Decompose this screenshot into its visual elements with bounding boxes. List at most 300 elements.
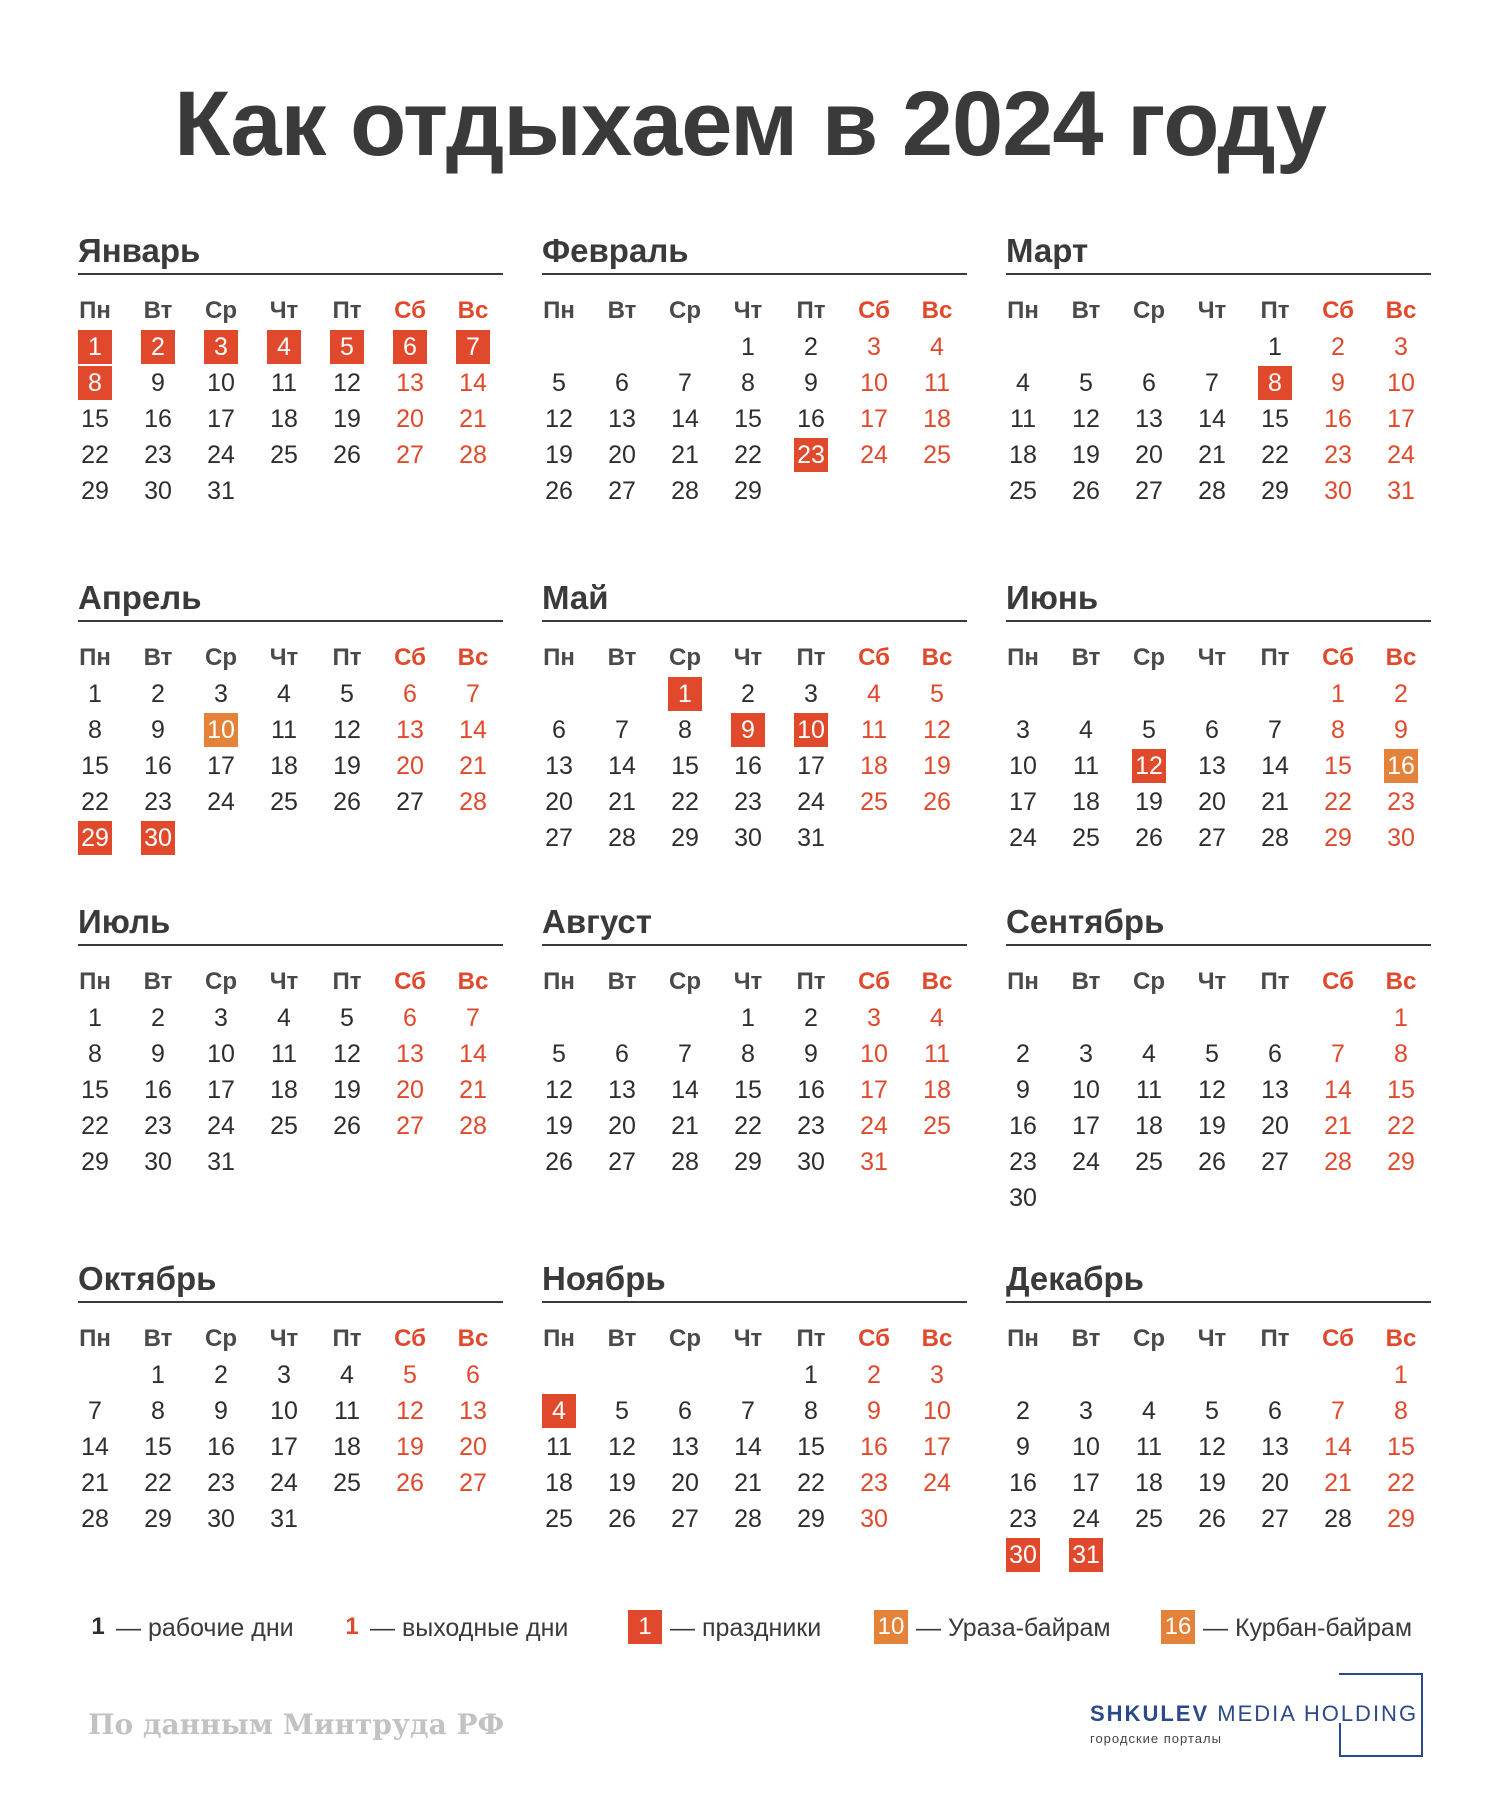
- weekday-header: Вс: [921, 644, 953, 671]
- day-cell: 19: [1072, 441, 1100, 469]
- day-cell: 15: [797, 1433, 825, 1461]
- day-cell: 29: [797, 1505, 825, 1533]
- day-cell: 28: [671, 1148, 699, 1176]
- day-cell: 8: [741, 1040, 755, 1068]
- day-cell: 4: [1079, 716, 1093, 744]
- day-cell: 19: [333, 405, 361, 433]
- day-cell: 31: [1387, 477, 1415, 505]
- day-cell: 26: [545, 477, 573, 505]
- day-cell: 16: [1009, 1112, 1037, 1140]
- day-cell: 21: [459, 405, 487, 433]
- day-cell: 20: [396, 405, 424, 433]
- day-cell: 24: [860, 1112, 888, 1140]
- day-cell: 25: [270, 788, 298, 816]
- day-cell: 13: [1261, 1433, 1289, 1461]
- day-cell: 9: [1394, 716, 1408, 744]
- day-cell: 18: [860, 752, 888, 780]
- day-cell: 19: [545, 441, 573, 469]
- day-cell: 7: [615, 716, 629, 744]
- month-name: Январь: [78, 228, 503, 275]
- month-name: Август: [542, 899, 967, 946]
- day-cell: 26: [545, 1148, 573, 1176]
- day-cell: 4: [930, 1004, 944, 1032]
- day-cell: 2: [804, 333, 818, 361]
- weekday-header: Сб: [1322, 1325, 1354, 1352]
- day-cell: 17: [1387, 405, 1415, 433]
- day-cell: 16: [207, 1433, 235, 1461]
- day-cell: 23: [1009, 1148, 1037, 1176]
- day-cell: 22: [734, 1112, 762, 1140]
- day-cell: 21: [734, 1469, 762, 1497]
- weekday-header: Чт: [1197, 968, 1227, 995]
- weekday-header: Пт: [796, 1325, 826, 1352]
- day-cell: 1: [741, 333, 755, 361]
- day-cell: 25: [333, 1469, 361, 1497]
- day-cell: 6: [403, 680, 417, 708]
- day-cell: 3: [1079, 1397, 1093, 1425]
- day-cell: 23: [207, 1469, 235, 1497]
- day-cell: 1: [78, 330, 112, 364]
- weekday-header: Ср: [669, 1325, 701, 1352]
- weekday-header: Пн: [1007, 644, 1039, 671]
- day-cell: 16: [144, 405, 172, 433]
- day-cell: 15: [144, 1433, 172, 1461]
- day-cell: 14: [81, 1433, 109, 1461]
- day-cell: 23: [860, 1469, 888, 1497]
- day-cell: 24: [1072, 1148, 1100, 1176]
- day-cell: 14: [734, 1433, 762, 1461]
- weekday-header: Ср: [669, 297, 701, 324]
- weekday-header: Пн: [79, 297, 111, 324]
- legend-holiday-label: — праздники: [670, 1614, 822, 1642]
- weekday-header: Вт: [1071, 968, 1101, 995]
- page-title: Как отдыхаем в 2024 году: [174, 73, 1326, 175]
- weekday-header: Вс: [1385, 1325, 1417, 1352]
- day-cell: 30: [1324, 477, 1352, 505]
- day-cell: 23: [1387, 788, 1415, 816]
- month-name: Апрель: [78, 575, 503, 622]
- day-cell: 15: [81, 752, 109, 780]
- day-cell: 4: [867, 680, 881, 708]
- day-cell: 14: [1261, 752, 1289, 780]
- day-cell: 17: [207, 1076, 235, 1104]
- day-cell: 9: [1016, 1076, 1030, 1104]
- weekday-header: Сб: [1322, 644, 1354, 671]
- weekday-header: Чт: [733, 644, 763, 671]
- legend-off-label: — выходные дни: [370, 1614, 569, 1642]
- day-cell: 17: [1009, 788, 1037, 816]
- legend-off: [342, 1610, 568, 1646]
- weekday-header: Пн: [543, 297, 575, 324]
- day-cell: 26: [333, 788, 361, 816]
- day-cell: 31: [207, 1148, 235, 1176]
- weekday-header: Ср: [205, 968, 237, 995]
- day-cell: 2: [141, 330, 175, 364]
- day-cell: 27: [396, 441, 424, 469]
- day-cell: 19: [333, 752, 361, 780]
- day-cell: 25: [1135, 1505, 1163, 1533]
- weekday-header: Вс: [921, 1325, 953, 1352]
- day-cell: 10: [207, 369, 235, 397]
- weekday-header: Чт: [733, 968, 763, 995]
- day-cell: 9: [151, 716, 165, 744]
- weekday-header: Пн: [1007, 1325, 1039, 1352]
- legend: [88, 1610, 1438, 1650]
- day-cell: 17: [860, 1076, 888, 1104]
- day-cell: 19: [1198, 1112, 1226, 1140]
- weekday-header: Пн: [1007, 968, 1039, 995]
- month-8: [542, 899, 967, 1176]
- day-cell: 3: [214, 680, 228, 708]
- day-cell: 29: [144, 1505, 172, 1533]
- day-cell: 2: [867, 1361, 881, 1389]
- day-cell: 28: [671, 477, 699, 505]
- day-cell: 31: [1069, 1538, 1103, 1572]
- day-cell: 23: [144, 441, 172, 469]
- day-cell: 28: [1324, 1148, 1352, 1176]
- day-cell: 14: [1324, 1433, 1352, 1461]
- day-cell: 2: [1016, 1040, 1030, 1068]
- weekday-header: Пт: [796, 644, 826, 671]
- day-cell: 21: [1198, 441, 1226, 469]
- day-cell: 16: [860, 1433, 888, 1461]
- day-cell: 30: [207, 1505, 235, 1533]
- day-cell: 4: [277, 1004, 291, 1032]
- day-cell: 5: [340, 1004, 354, 1032]
- weekday-header: Пн: [79, 644, 111, 671]
- day-cell: 8: [1258, 366, 1292, 400]
- day-cell: 20: [396, 1076, 424, 1104]
- weekday-header: Ср: [669, 968, 701, 995]
- weekday-header: Вт: [143, 644, 173, 671]
- day-cell: 19: [608, 1469, 636, 1497]
- month-12: [1006, 1256, 1431, 1569]
- day-cell: 12: [545, 405, 573, 433]
- day-cell: 7: [466, 680, 480, 708]
- day-cell: 18: [923, 1076, 951, 1104]
- day-cell: 18: [270, 405, 298, 433]
- day-cell: 14: [459, 716, 487, 744]
- day-cell: 5: [403, 1361, 417, 1389]
- day-cell: 10: [204, 713, 238, 747]
- month-11: [542, 1256, 967, 1533]
- month-name: Май: [542, 575, 967, 622]
- day-cell: 25: [1009, 477, 1037, 505]
- day-cell: 26: [1135, 824, 1163, 852]
- day-cell: 17: [860, 405, 888, 433]
- day-cell: 4: [267, 330, 301, 364]
- day-cell: 17: [270, 1433, 298, 1461]
- day-cell: 5: [552, 1040, 566, 1068]
- day-cell: 18: [923, 405, 951, 433]
- day-cell: 5: [930, 680, 944, 708]
- day-cell: 13: [396, 716, 424, 744]
- weekday-header: Пт: [1260, 968, 1290, 995]
- day-cell: 17: [207, 752, 235, 780]
- day-cell: 16: [1384, 749, 1418, 783]
- day-cell: 13: [671, 1433, 699, 1461]
- day-cell: 22: [671, 788, 699, 816]
- day-cell: 28: [459, 788, 487, 816]
- month-5: [542, 575, 967, 852]
- weekday-header: Вс: [1385, 968, 1417, 995]
- weekday-header: Вс: [921, 968, 953, 995]
- month-7: [78, 899, 503, 1176]
- day-cell: 21: [1324, 1469, 1352, 1497]
- day-cell: 3: [214, 1004, 228, 1032]
- legend-work: [88, 1610, 294, 1646]
- day-cell: 27: [671, 1505, 699, 1533]
- day-cell: 6: [552, 716, 566, 744]
- day-cell: 4: [1016, 369, 1030, 397]
- weekday-header: Чт: [733, 1325, 763, 1352]
- day-cell: 11: [271, 1040, 297, 1068]
- day-cell: 11: [546, 1433, 572, 1461]
- day-cell: 14: [1198, 405, 1226, 433]
- day-cell: 1: [741, 1004, 755, 1032]
- day-cell: 30: [144, 477, 172, 505]
- day-cell: 17: [1072, 1112, 1100, 1140]
- day-cell: 19: [545, 1112, 573, 1140]
- day-cell: 9: [804, 369, 818, 397]
- day-cell: 27: [608, 477, 636, 505]
- day-cell: 26: [923, 788, 951, 816]
- weekday-header: Вт: [607, 297, 637, 324]
- legend-holiday: [628, 1610, 821, 1646]
- month-10: [78, 1256, 503, 1533]
- day-cell: 27: [396, 788, 424, 816]
- day-cell: 22: [734, 441, 762, 469]
- weekday-header: Чт: [1197, 1325, 1227, 1352]
- month-name: Ноябрь: [542, 1256, 967, 1303]
- day-cell: 30: [1009, 1184, 1037, 1212]
- day-cell: 5: [330, 330, 364, 364]
- day-cell: 9: [151, 1040, 165, 1068]
- weekday-header: Пт: [1260, 1325, 1290, 1352]
- day-cell: 24: [860, 441, 888, 469]
- day-cell: 20: [1261, 1469, 1289, 1497]
- day-cell: 15: [1261, 405, 1289, 433]
- day-cell: 9: [731, 713, 765, 747]
- day-cell: 21: [1324, 1112, 1352, 1140]
- day-cell: 7: [1331, 1397, 1345, 1425]
- day-cell: 4: [277, 680, 291, 708]
- day-cell: 11: [334, 1397, 360, 1425]
- day-cell: 20: [1198, 788, 1226, 816]
- day-cell: 6: [1142, 369, 1156, 397]
- day-cell: 31: [797, 824, 825, 852]
- day-cell: 13: [396, 1040, 424, 1068]
- day-cell: 27: [608, 1148, 636, 1176]
- weekday-header: Сб: [394, 644, 426, 671]
- day-cell: 14: [459, 1040, 487, 1068]
- day-cell: 30: [144, 1148, 172, 1176]
- day-cell: 23: [794, 438, 828, 472]
- weekday-header: Пт: [332, 644, 362, 671]
- day-cell: 1: [88, 680, 102, 708]
- day-cell: 29: [1261, 477, 1289, 505]
- weekday-header: Ср: [1133, 644, 1165, 671]
- source-note: По данным Минтруда РФ: [88, 1708, 505, 1741]
- weekday-header: Вс: [921, 297, 953, 324]
- day-cell: 28: [81, 1505, 109, 1533]
- day-cell: 20: [671, 1469, 699, 1497]
- day-cell: 27: [1198, 824, 1226, 852]
- day-cell: 6: [393, 330, 427, 364]
- weekday-header: Чт: [269, 1325, 299, 1352]
- day-cell: 14: [671, 1076, 699, 1104]
- day-cell: 7: [88, 1397, 102, 1425]
- month-1: [78, 228, 503, 505]
- day-cell: 30: [860, 1505, 888, 1533]
- day-cell: 18: [1072, 788, 1100, 816]
- day-cell: 24: [1072, 1505, 1100, 1533]
- day-cell: 26: [1198, 1505, 1226, 1533]
- weekday-header: Сб: [394, 968, 426, 995]
- weekday-header: Сб: [1322, 968, 1354, 995]
- day-cell: 21: [671, 1112, 699, 1140]
- weekday-header: Пт: [332, 1325, 362, 1352]
- day-cell: 28: [608, 824, 636, 852]
- day-cell: 27: [396, 1112, 424, 1140]
- day-cell: 8: [1394, 1397, 1408, 1425]
- day-cell: 12: [1198, 1076, 1226, 1104]
- weekday-header: Пт: [332, 968, 362, 995]
- day-cell: 19: [1198, 1469, 1226, 1497]
- day-cell: 7: [1205, 369, 1219, 397]
- legend-kurban-label: — Курбан-байрам: [1203, 1614, 1413, 1642]
- day-cell: 19: [333, 1076, 361, 1104]
- day-cell: 26: [1072, 477, 1100, 505]
- day-cell: 9: [151, 369, 165, 397]
- weekday-header: Пт: [796, 297, 826, 324]
- day-cell: 15: [1324, 752, 1352, 780]
- day-cell: 11: [924, 369, 950, 397]
- day-cell: 21: [459, 1076, 487, 1104]
- day-cell: 11: [271, 369, 297, 397]
- day-cell: 5: [1079, 369, 1093, 397]
- month-name: Октябрь: [78, 1256, 503, 1303]
- day-cell: 15: [81, 405, 109, 433]
- day-cell: 13: [545, 752, 573, 780]
- day-cell: 30: [797, 1148, 825, 1176]
- day-cell: 13: [608, 1076, 636, 1104]
- day-cell: 31: [860, 1148, 888, 1176]
- legend-uraza: [874, 1610, 1111, 1646]
- weekday-header: Вс: [457, 644, 489, 671]
- day-cell: 1: [151, 1361, 165, 1389]
- day-cell: 11: [1136, 1076, 1162, 1104]
- brand-logo-frame-left: [1339, 1723, 1341, 1755]
- day-cell: 8: [78, 366, 112, 400]
- weekday-header: Пт: [1260, 644, 1290, 671]
- day-cell: 23: [144, 1112, 172, 1140]
- day-cell: 26: [396, 1469, 424, 1497]
- day-cell: 22: [1387, 1469, 1415, 1497]
- day-cell: 20: [459, 1433, 487, 1461]
- day-cell: 1: [668, 677, 702, 711]
- day-cell: 9: [804, 1040, 818, 1068]
- day-cell: 1: [1394, 1361, 1408, 1389]
- day-cell: 3: [930, 1361, 944, 1389]
- day-cell: 9: [214, 1397, 228, 1425]
- day-cell: 17: [1072, 1469, 1100, 1497]
- weekday-header: Вт: [607, 1325, 637, 1352]
- day-cell: 29: [1387, 1148, 1415, 1176]
- day-cell: 21: [671, 441, 699, 469]
- day-cell: 14: [671, 405, 699, 433]
- day-cell: 22: [144, 1469, 172, 1497]
- day-cell: 1: [1331, 680, 1345, 708]
- day-cell: 29: [734, 1148, 762, 1176]
- day-cell: 19: [396, 1433, 424, 1461]
- day-cell: 25: [270, 441, 298, 469]
- day-cell: 25: [1135, 1148, 1163, 1176]
- day-cell: 12: [1198, 1433, 1226, 1461]
- day-cell: 15: [1387, 1076, 1415, 1104]
- day-cell: 9: [1331, 369, 1345, 397]
- weekday-header: Пн: [543, 968, 575, 995]
- day-cell: 26: [608, 1505, 636, 1533]
- legend-kurban-swatch: 16: [1161, 1610, 1195, 1644]
- month-name: Март: [1006, 228, 1431, 275]
- day-cell: 28: [459, 1112, 487, 1140]
- day-cell: 21: [459, 752, 487, 780]
- day-cell: 10: [1072, 1433, 1100, 1461]
- day-cell: 19: [1135, 788, 1163, 816]
- day-cell: 18: [1135, 1112, 1163, 1140]
- day-cell: 8: [1394, 1040, 1408, 1068]
- legend-kurban: [1161, 1610, 1412, 1646]
- day-cell: 4: [930, 333, 944, 361]
- day-cell: 11: [1073, 752, 1099, 780]
- weekday-header: Сб: [858, 968, 890, 995]
- day-cell: 12: [1132, 749, 1166, 783]
- day-cell: 15: [671, 752, 699, 780]
- day-cell: 15: [734, 405, 762, 433]
- day-cell: 22: [81, 441, 109, 469]
- month-4: [78, 575, 503, 852]
- weekday-header: Ср: [1133, 968, 1165, 995]
- day-cell: 4: [542, 1394, 576, 1428]
- day-cell: 17: [207, 405, 235, 433]
- day-cell: 24: [270, 1469, 298, 1497]
- day-cell: 11: [861, 716, 887, 744]
- brand-name-rest: MEDIA HOLDING: [1217, 1701, 1419, 1726]
- day-cell: 11: [271, 716, 297, 744]
- day-cell: 27: [1261, 1148, 1289, 1176]
- day-cell: 12: [396, 1397, 424, 1425]
- day-cell: 2: [214, 1361, 228, 1389]
- day-cell: 10: [270, 1397, 298, 1425]
- weekday-header: Вт: [1071, 297, 1101, 324]
- weekday-header: Вс: [457, 297, 489, 324]
- month-name: Декабрь: [1006, 1256, 1431, 1303]
- day-cell: 7: [678, 1040, 692, 1068]
- day-cell: 15: [1387, 1433, 1415, 1461]
- weekday-header: Чт: [1197, 297, 1227, 324]
- day-cell: 23: [734, 788, 762, 816]
- day-cell: 11: [1136, 1433, 1162, 1461]
- day-cell: 10: [860, 1040, 888, 1068]
- day-cell: 12: [608, 1433, 636, 1461]
- day-cell: 13: [1261, 1076, 1289, 1104]
- day-cell: 10: [1009, 752, 1037, 780]
- day-cell: 11: [924, 1040, 950, 1068]
- day-cell: 8: [88, 1040, 102, 1068]
- day-cell: 10: [1072, 1076, 1100, 1104]
- day-cell: 5: [1142, 716, 1156, 744]
